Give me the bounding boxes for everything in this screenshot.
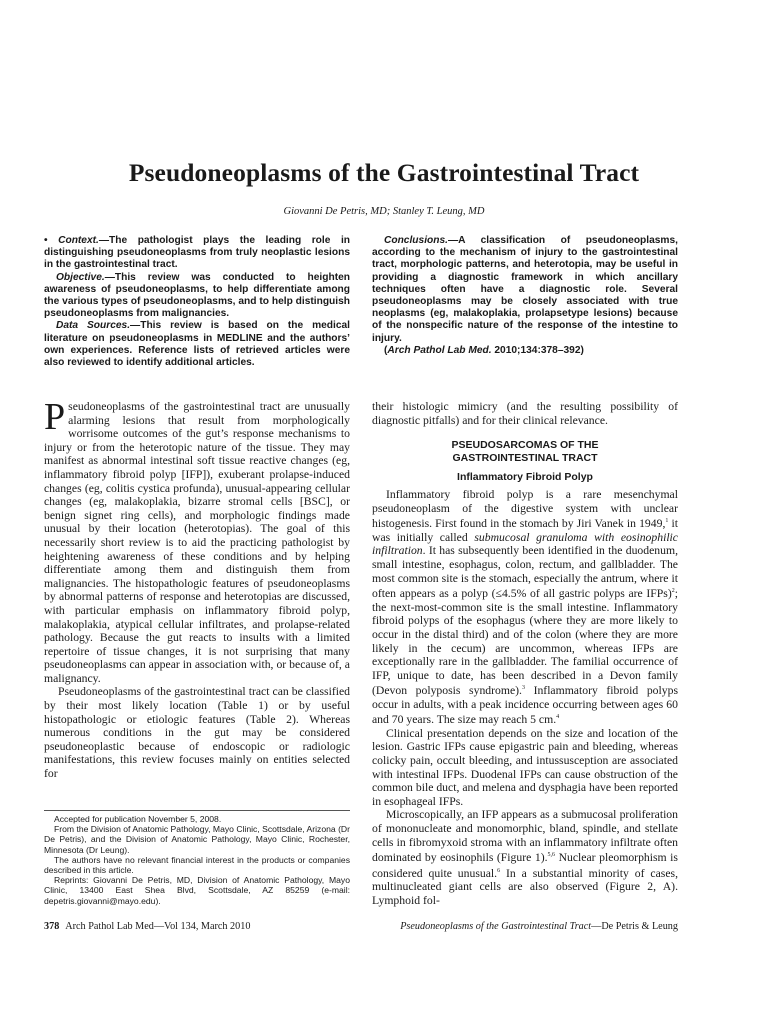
intro-paragraph: Pseudoneoplasms of the gastrointestinal tract are unusually alarming lesions that result from morphologically worrisome outcomes of the gut’s response mechanisms to injury or from the heterotopic nature of the tissue. They may manifest as abnormal intestinal soft tissue reactive changes (eg, inflammatory fibroid polyp [IFP]), exuberant prolapse-induced changes (eg, colitis cystica profunda), unusual-appearing cellular changes (eg, malakoplakia, bizarre stromal cells [BSC], or benign signet ring cells), and morphologic findings made unusual by their location (heterotopias). The goal of this necessarily short review is to aid the practicing pathologist by heightening awareness of these conditions and by helping differentiate among them and distinguish them from malignancies. The histopathologic features of pseudoneoplasms by abnormal patterns of response and heterotopias are discussed, with particular emphasis on inflammatory fibroid polyp, malakoplakia, atypical cellular infiltrates, and prolapse-related pathology. Because the gut reacts to insults with a limited repertoire of tissue changes, it is not surprising that many pseudoneoplasms can appear in association with, or because of, a malignancy. xyxy=(44,396,350,685)
journal-issue: Arch Pathol Lab Med—Vol 134, March 2010 xyxy=(65,921,251,932)
section-heading: PSEUDOSARCOMAS OF THE GASTROINTESTINAL TRACT xyxy=(451,439,599,465)
article-title: Pseudoneoplasms of the Gastrointestinal Tract xyxy=(128,158,640,187)
context-label: Context. xyxy=(58,235,99,246)
conclusions-label: Conclusions. xyxy=(384,235,448,246)
microscopy-paragraph: Microscopically, an IFP appears as a submucosal proliferation of mononucleate and monomorphic, bland, spindle, and stellate cells in fibromyxoid stroma with an inflammatory infiltrate often dominated by eosinophils (Figure 1).$^{5,6}$ Nuclear pleomorphism is considered quite unusual.$^6$ In a substantial minority of cases, multinucleated giant cells are also observed (Figure 2, A). Lymphoid fol- xyxy=(372,808,678,907)
abstract-context: • Context.—The pathologist plays the leading role in distinguishing pseudoneoplasms from truly neoplastic lesions in the gastrointestinal tract. xyxy=(44,235,350,271)
clinical-paragraph: Clinical presentation depends on the size and location of the lesion. Gastric IFPs cause epigastric pain and bleeding, whereas colicky pain, occult bleeding, and intussusception are associated with intestinal IFPs. Duodenal IFPs can cause obstruction of the common bile duct, and melena and dysphagia have been reported in esophageal IFPs. xyxy=(372,726,678,808)
abstract-left-column xyxy=(44,235,350,369)
footnote-affiliation: From the Division of Anatomic Pathology, Mayo Clinic, Scottsdale, Arizona (Dr De Petris), and the Division of Anatomic Pathology, Mayo Clinic, Rochester, Minnesota (Dr Leung). xyxy=(44,824,350,855)
abstract-conclusions: Conclusions.—A classification of pseudoneoplasms, according to the mechanism of injury to the gastrointestinal tract, morphologic patterns, and heterotopia, may be useful in providing a diagnostic framework in which ancillary techniques often have a diagnostic role. Several pseudoneoplasms may be closely associated with true neoplasms (eg, malakoplakia, prolapsetype lesions) because of the nonspecific nature of the response of the intestine to injury. xyxy=(372,235,678,344)
footnotes xyxy=(44,814,350,906)
footnote-disclosure: The authors have no relevant financial interest in the products or companies described in this article. xyxy=(44,854,350,876)
footnote-accepted: Accepted for publication November 5, 2008. xyxy=(54,814,222,824)
abstract-objective: Objective.—This review was conducted to heighten awareness of pseudoneoplasms, to help differentiate among the various types of pseudoneoplasms, and to help distinguish pseudoneoplasms from malignancies. xyxy=(44,271,350,320)
footnote-rule xyxy=(44,810,350,811)
folio-left xyxy=(44,921,250,932)
abstract-right-column xyxy=(372,235,678,357)
classification-paragraph: Pseudoneoplasms of the gastrointestinal tract can be classified by their most likely location (Table 1) or by useful histopathologic or etiologic features (Table 2). Whereas numerous conditions in the gut may be considered pseudoneoplastic because of endoscopic or radiologic manifestations, this review focuses mainly on entities selected for xyxy=(44,685,350,781)
ifp-paragraph: Inflammatory fibroid polyp is a rare mesenchymal pseudoneoplasm of the digestive system with unclear histogenesis. First found in the stomach by Jiri Vanek in 1949,$^1$ it was initially called submucosal granuloma with eosinophilic infiltration. It has subsequently been identified in the duodenum, small intestine, esophagus, colon, rectum, and gallbladder. The most common site is the stomach, especially the antrum, where it often appears as a polyp (≤4.5% of all gastric polyps are IFPs)$^2$; the next-most-common site is the small intestine. Inflammatory fibroid polyps of the esophagus (where they are more likely to occur in the distal third) and of the colon (where they are more likely in the cecum) are uncommon, whereas IFPs are exceptionally rare in the gallbladder. The familial occurrence of IFP, unique to date, has been described in a Devon family (Devon polyposis syndrome).$^3$ Inflammatory fibroid polyps occur in adults, with a peak incidence occurring between ages 60 and 70 years. The size may reach 5 cm.$^4$ xyxy=(372,488,678,727)
subsection-heading: Inflammatory Fibroid Polyp xyxy=(457,471,593,484)
running-title: Pseudoneoplasms of the Gastrointestinal Tract—De Petris & Leung xyxy=(400,921,678,932)
objective-label: Objective. xyxy=(56,271,105,283)
continuation-paragraph: their histologic mimicry (and the resulting possibility of diagnostic pitfalls) and for their clinical relevance. xyxy=(372,400,678,427)
abstract-data-sources: Data Sources.—This review is based on the medical literature on pseudoneoplasms in MEDLINE and the authors’ own experiences. Reference lists of retrieved articles were also reviewed to identify additional articles. xyxy=(44,320,351,369)
drop-cap: P xyxy=(44,396,66,438)
abstract-citation: (Arch Pathol Lab Med. 2010;134:378–392) xyxy=(384,344,584,356)
data-sources-label: Data Sources. xyxy=(56,320,131,332)
article-authors: Giovanni De Petris, MD; Stanley T. Leung, MD xyxy=(283,206,485,217)
body-left-column xyxy=(44,396,350,781)
footnote-reprints: Reprints: Giovanni De Petris, MD, Division of Anatomic Pathology, Mayo Clinic, 13400 East Shea Blvd, Scottsdale, AZ 85259 (e-mail: depetris.giovanni@mayo.edu). xyxy=(44,875,350,906)
page-number: 378 xyxy=(44,921,60,932)
body-right-column xyxy=(372,400,678,907)
